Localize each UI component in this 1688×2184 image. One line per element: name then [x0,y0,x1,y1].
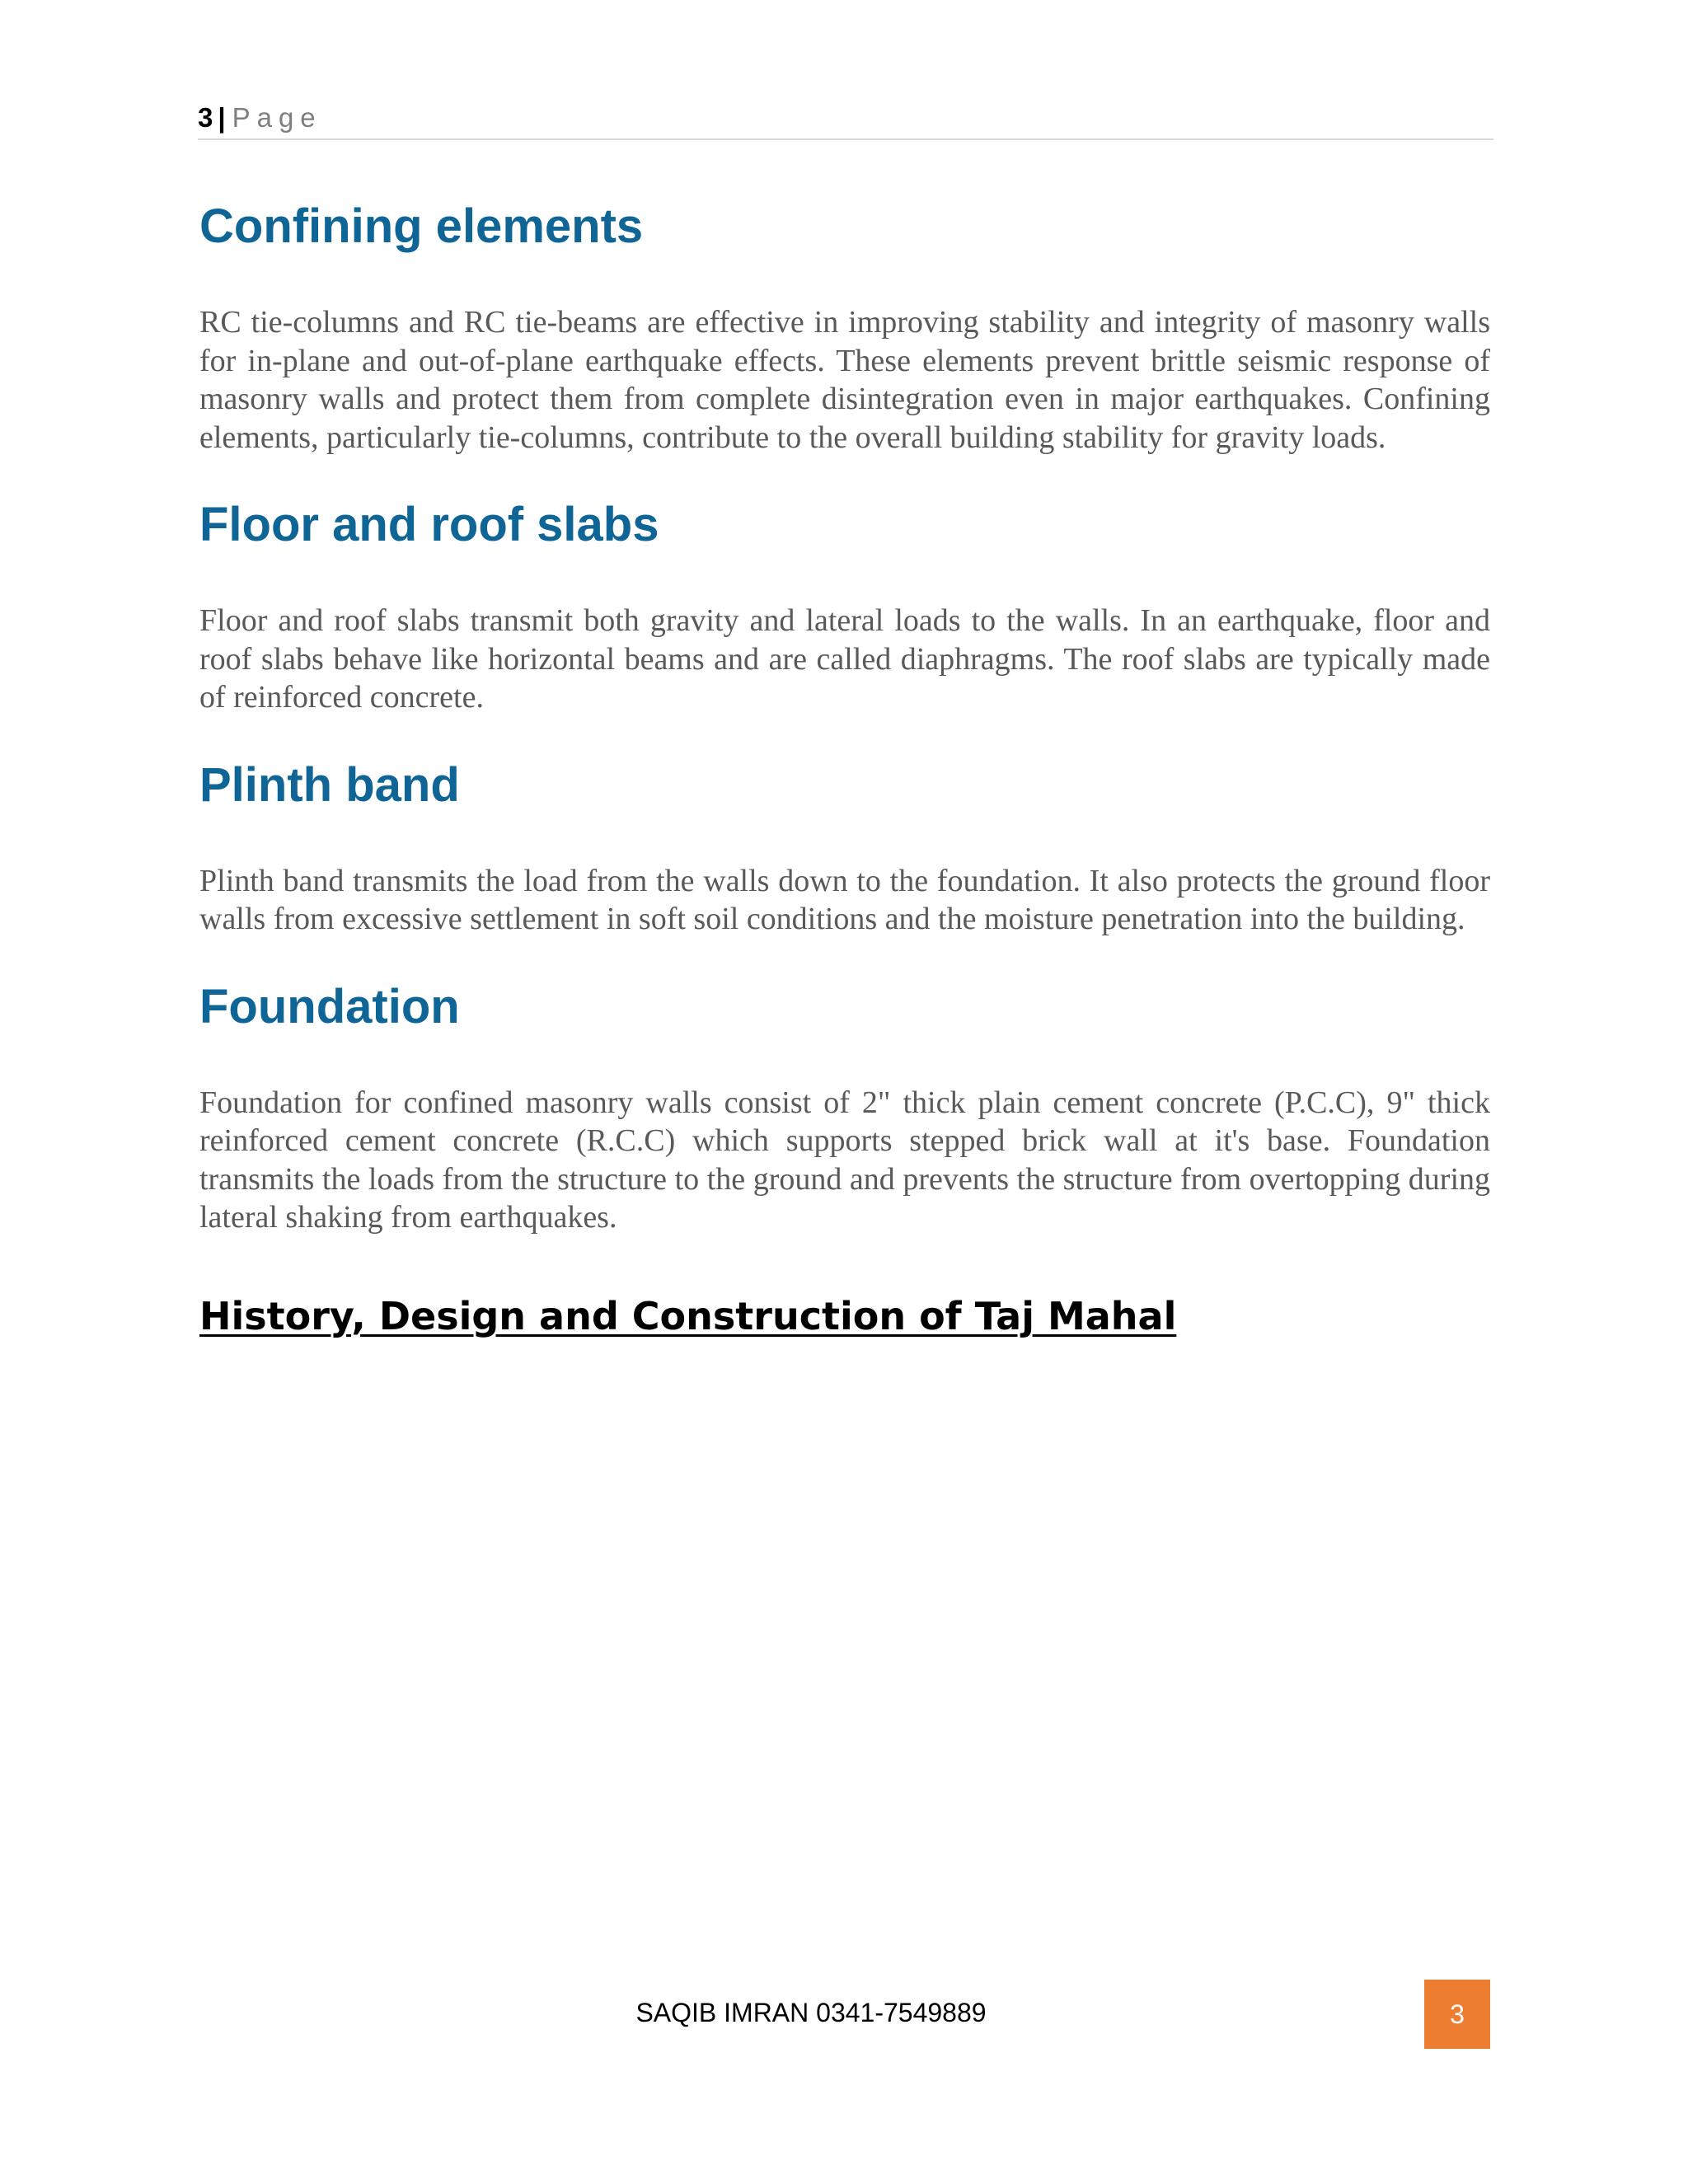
section-heading-plinth-band: Plinth band [199,757,460,812]
header-separator: | [218,102,226,133]
section-body-plinth-band: Plinth band transmits the load from the walls down to the foundation. It also protects the ground floor walls from excessive settlement in soft soil conditions and the moisture penetration into the building. [199,863,1490,936]
section-heading-floor-roof-slabs: Floor and roof slabs [199,498,659,551]
section-body-floor-roof-slabs: Floor and roof slabs transmit both gravity and lateral loads to the walls. In an earthquake, floor and roof slabs behave like horizontal beams and are called diaphragms. The roof slabs are typically made of reinforced concrete. [199,603,1490,715]
section-heading-confining-elements: Confining elements [199,199,644,253]
taj-mahal-subheading: History, Design and Construction of Taj Mahal [199,1293,1177,1338]
header-page-label: Page [232,102,322,133]
page-header [198,97,1493,140]
section-body-foundation: Foundation for confined masonry walls consist of 2" thick plain cement concrete (P.C.C), 9" thick reinforced cement concrete (R.C.C) which supports stepped brick wall at it's base. Foundation transmits the loads from the structure to the ground and prevents the structure from overtopping during lateral shaking from earthquakes. [199,1085,1490,1235]
footer-author: SAQIB IMRAN 0341-7549889 [635,1998,987,2027]
page-content [199,191,1490,1349]
section-heading-foundation: Foundation [199,979,460,1033]
section-body-confining-elements: RC tie-columns and RC tie-beams are effective in improving stability and integrity of masonry walls for in-plane and out-of-plane earthquake effects. These elements prevent brittle seismic response of masonry walls and protect them from complete disintegration even in major earthquakes. Confining elements, particularly tie-columns, contribute to the overall building stability for gravity loads. [199,305,1490,455]
header-page-number: 3 [198,102,213,133]
footer-page-badge: 3 [1424,1980,1490,2049]
